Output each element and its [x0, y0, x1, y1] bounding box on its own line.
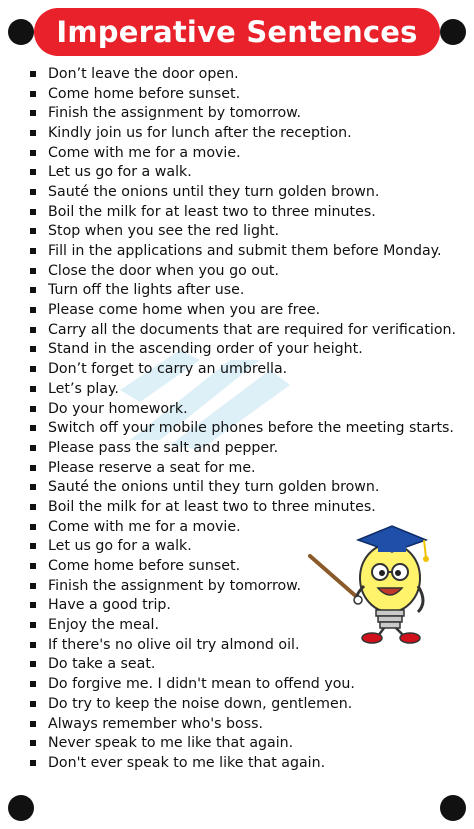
sentence-text: Please pass the salt and pepper. [48, 439, 279, 456]
list-item [30, 714, 456, 734]
bullet-icon [30, 524, 36, 530]
sentence-text: Don’t forget to carry an umbrella. [48, 361, 288, 378]
list-item [30, 143, 456, 163]
list-item [30, 399, 456, 419]
sentence-text: Come home before sunset. [48, 85, 241, 102]
bullet-icon [30, 366, 36, 372]
sentence-text: Do try to keep the noise down, gentlemen. [48, 695, 353, 712]
sentence-text: Never speak to me like that again. [48, 735, 294, 752]
bullet-icon [30, 189, 36, 195]
sentence-text: Stand in the ascending order of your height. [48, 341, 363, 358]
sentence-text: Carry all the documents that are required for verification. [48, 321, 457, 338]
sentence-text: Sauté the onions until they turn golden brown. [48, 183, 380, 200]
bullet-icon [30, 484, 36, 490]
sentence-text: Sauté the onions until they turn golden brown. [48, 479, 380, 496]
list-item [30, 261, 456, 281]
bullet-icon [30, 150, 36, 156]
bullet-icon [30, 327, 36, 333]
list-item [30, 162, 456, 182]
sentence-text: Fill in the applications and submit them before Monday. [48, 243, 442, 260]
sentence-text: Always remember who's boss. [48, 715, 263, 732]
sentence-text: Finish the assignment by tomorrow. [48, 577, 301, 594]
bullet-icon [30, 287, 36, 293]
bullet-icon [30, 248, 36, 254]
bullet-icon [30, 465, 36, 471]
sentence-text: Kindly join us for lunch after the reception. [48, 124, 352, 141]
sentence-text: Stop when you see the red light. [48, 223, 280, 240]
sentence-text: Let’s play. [48, 380, 119, 397]
sentence-text: Come home before sunset. [48, 558, 241, 575]
sentence-text: Please reserve a seat for me. [48, 459, 256, 476]
bullet-icon [30, 91, 36, 97]
list-item [30, 438, 456, 458]
sentence-text: Let us go for a walk. [48, 164, 192, 181]
list-item [30, 300, 456, 320]
sentence-text: Don’t leave the door open. [48, 65, 239, 82]
list-item [30, 103, 456, 123]
bullet-icon [30, 209, 36, 215]
bullet-icon [30, 760, 36, 766]
sentence-text: Enjoy the meal. [48, 617, 159, 634]
list-item [30, 497, 456, 517]
corner-dot-bottom-right [440, 795, 466, 821]
sentence-text: Switch off your mobile phones before the meeting starts. [48, 420, 454, 437]
bullet-icon [30, 268, 36, 274]
list-item [30, 477, 456, 497]
corner-dot-bottom-left [8, 795, 34, 821]
sentence-text: If there's no olive oil try almond oil. [48, 636, 300, 653]
sentence-text: Boil the milk for at least two to three minutes. [48, 498, 376, 515]
list-item [30, 674, 456, 694]
page-title: Imperative Sentences [56, 15, 418, 49]
list-item [30, 733, 456, 753]
bullet-icon [30, 445, 36, 451]
list-item [30, 202, 456, 222]
sentence-text: Please come home when you are free. [48, 302, 321, 319]
corner-dot-top-right [440, 19, 466, 45]
sentence-text: Come with me for a movie. [48, 144, 241, 161]
bullet-icon [30, 228, 36, 234]
list-item [30, 458, 456, 478]
title-banner [34, 8, 440, 56]
lightbulb-teacher-icon [306, 516, 436, 644]
bullet-icon [30, 346, 36, 352]
list-item [30, 182, 456, 202]
bullet-icon [30, 425, 36, 431]
list-item [30, 753, 456, 773]
sentence-text: Close the door when you go out. [48, 262, 280, 279]
list-item [30, 222, 456, 242]
list-item [30, 655, 456, 675]
sentence-text: Turn off the lights after use. [48, 282, 245, 299]
bullet-icon [30, 543, 36, 549]
sentence-text: Do take a seat. [48, 656, 156, 673]
sentence-text: Boil the milk for at least two to three minutes. [48, 203, 376, 220]
bullet-icon [30, 583, 36, 589]
bullet-icon [30, 130, 36, 136]
bullet-icon [30, 71, 36, 77]
bullet-icon [30, 681, 36, 687]
sentence-text: Have a good trip. [48, 597, 171, 614]
bullet-icon [30, 110, 36, 116]
bullet-icon [30, 307, 36, 313]
sentence-text: Do forgive me. I didn't mean to offend you. [48, 676, 355, 693]
list-item [30, 64, 456, 84]
bullet-icon [30, 169, 36, 175]
list-item [30, 281, 456, 301]
bullet-icon [30, 721, 36, 727]
bullet-icon [30, 661, 36, 667]
bullet-icon [30, 563, 36, 569]
list-item [30, 379, 456, 399]
list-item [30, 123, 456, 143]
corner-dot-top-left [8, 19, 34, 45]
bullet-icon [30, 602, 36, 608]
bullet-icon [30, 740, 36, 746]
bullet-icon [30, 622, 36, 628]
list-item [30, 340, 456, 360]
sentence-text: Come with me for a movie. [48, 518, 241, 535]
bullet-icon [30, 504, 36, 510]
list-item [30, 359, 456, 379]
bullet-icon [30, 701, 36, 707]
list-item [30, 694, 456, 714]
list-item [30, 84, 456, 104]
bullet-icon [30, 642, 36, 648]
bullet-icon [30, 406, 36, 412]
list-item [30, 418, 456, 438]
sentence-text: Finish the assignment by tomorrow. [48, 105, 301, 122]
bullet-icon [30, 386, 36, 392]
sentence-text: Don't ever speak to me like that again. [48, 754, 326, 771]
list-item [30, 320, 456, 340]
sentence-text: Do your homework. [48, 400, 188, 417]
list-item [30, 241, 456, 261]
sentence-text: Let us go for a walk. [48, 538, 192, 555]
sentence-list [30, 64, 456, 773]
